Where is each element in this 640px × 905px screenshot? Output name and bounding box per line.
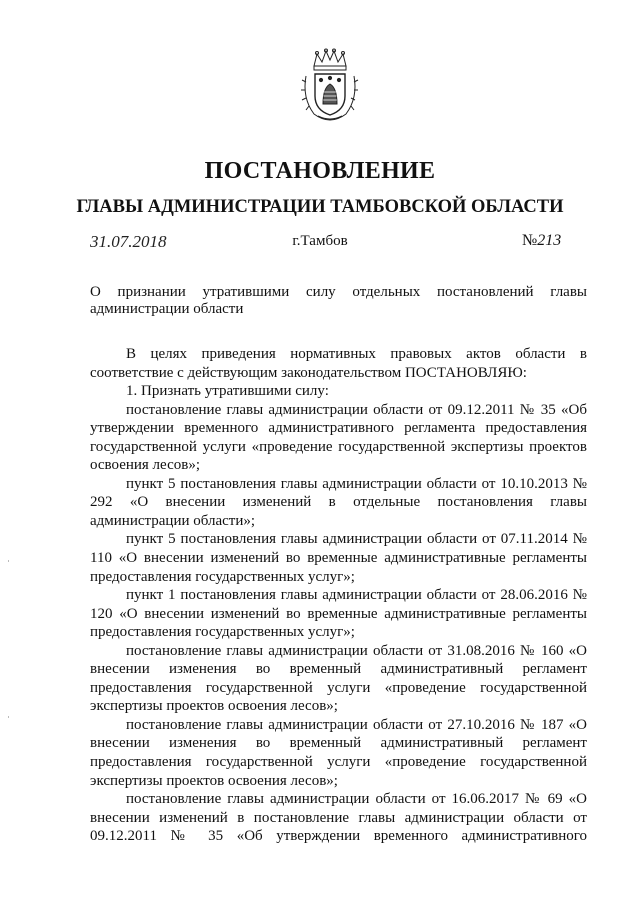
decree-number (522, 232, 561, 250)
repealed-act-1: постановление главы администрации области от 09.12.2011 № 35 «Об утверждении временного административного регламента предоставления государственной услуги «проведение государственной экспертизы проектов освоения лесов»; (90, 401, 587, 474)
coat-of-arms-emblem (300, 48, 360, 122)
decree-subject: О признании утратившими силу отдельных постановлений главы администрации области (90, 284, 587, 317)
repealed-act-6: постановление главы администрации области от 27.10.2016 № 187 «О внесении изменения во временный административный регламент предоставления государственной услуги «проведение государственной экспертизы проектов освоения лесов»; (90, 716, 587, 789)
decree-date: 31.07.2018 (90, 232, 167, 251)
decree-city: г.Тамбов (292, 233, 348, 249)
number-sign: № (522, 232, 538, 249)
repealed-act-5: постановление главы администрации области от 31.08.2016 № 160 «О внесении изменения во временный административный регламент предоставления государственной услуги «проведение государственной экспертизы проектов освоения лесов»; (90, 642, 587, 715)
document-subtitle: ГЛАВЫ АДМИНИСТРАЦИИ ТАМБОВСКОЙ ОБЛАСТИ (76, 197, 564, 217)
repealed-act-7: постановление главы администрации области от 16.06.2017 № 69 «О внесении изменений в постановление главы администрации области от 09.12.2011 № 35 «Об утверждении временного административного (90, 791, 587, 845)
body-item-1: 1. Признать утратившими силу: (126, 383, 329, 400)
number-value: 213 (537, 232, 562, 249)
body-intro: В целях приведения нормативных правовых актов области в соответствие с действующим законодательством ПОСТАНОВЛЯЮ: (90, 346, 587, 381)
repealed-act-4: пункт 1 постановления главы администрации области от 28.06.2016 № 120 «О внесении изменений во временные административные регламенты предоставления государственных услуг»; (90, 587, 587, 641)
decree-body (90, 345, 587, 846)
scan-mark (8, 716, 9, 718)
scan-mark (8, 560, 9, 562)
repealed-act-2: пункт 5 постановления главы администрации области от 10.10.2013 № 292 «О внесении изменений в отдельные постановления главы администрации области»; (90, 475, 587, 529)
document-title: ПОСТАНОВЛЕНИЕ (204, 158, 436, 184)
repealed-act-3: пункт 5 постановления главы администрации области от 07.11.2014 № 110 «О внесении изменений во временные административные регламенты предоставления государственных услуг»; (90, 531, 587, 585)
